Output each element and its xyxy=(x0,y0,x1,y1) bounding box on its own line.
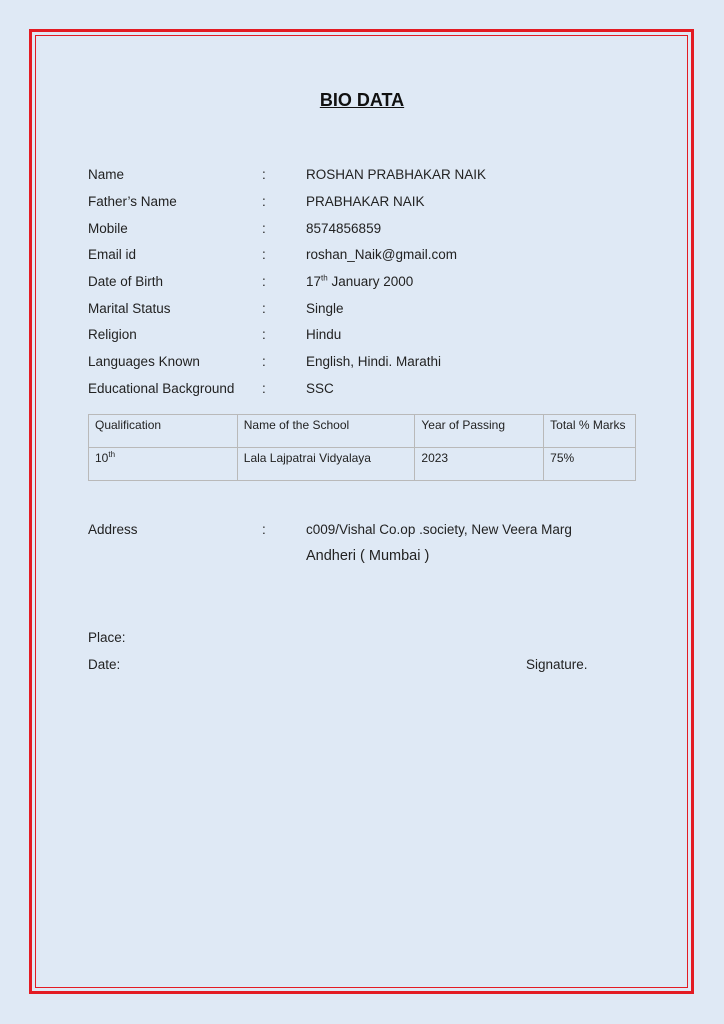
field-label: Name xyxy=(88,167,125,182)
education-table xyxy=(88,414,636,481)
page-title: BIO DATA xyxy=(319,90,405,110)
field-separator: : xyxy=(262,247,266,262)
field-value: ROSHAN PRABHAKAR NAIK xyxy=(306,167,487,182)
field-separator: : xyxy=(262,301,266,316)
field-value xyxy=(306,274,413,289)
table-header-cell: Qualification xyxy=(89,415,238,448)
field-label: Mobile xyxy=(88,221,128,236)
address-line-2: Andheri ( Mumbai ) xyxy=(306,548,430,564)
table-header-cell: Name of the School xyxy=(237,415,415,448)
field-value: English, Hindi. Marathi xyxy=(306,354,442,369)
field-separator: : xyxy=(262,327,266,342)
field-label: Religion xyxy=(88,327,137,342)
field-label: Father’s Name xyxy=(88,194,177,209)
field-separator: : xyxy=(262,167,266,182)
field-value: c009/Vishal Co.op .society, New Veera Marg xyxy=(306,522,572,537)
field-value: roshan_Naik@gmail.com xyxy=(306,247,458,262)
table-cell-year: 2023 xyxy=(415,448,544,481)
field-value: Single xyxy=(306,301,344,316)
table-header-cell: Year of Passing xyxy=(415,415,544,448)
field-separator: : xyxy=(262,274,266,289)
field-label: Languages Known xyxy=(88,354,200,369)
field-label: Date of Birth xyxy=(88,274,164,289)
qualification-text: 10 xyxy=(95,451,109,465)
table-row xyxy=(89,448,636,481)
field-separator: : xyxy=(262,194,266,209)
table-header-cell: Total % Marks xyxy=(544,415,636,448)
field-separator: : xyxy=(262,354,266,369)
dob-day-suffix: th xyxy=(321,273,328,283)
field-value: SSC xyxy=(306,381,334,396)
field-separator: : xyxy=(262,522,266,537)
field-value: Hindu xyxy=(306,327,342,342)
place-label: Place: xyxy=(88,630,126,645)
table-header-row xyxy=(89,415,636,448)
field-label: Educational Background xyxy=(88,381,235,396)
table-cell-school: Lala Lajpatrai Vidyalaya xyxy=(237,448,415,481)
dob-day: 17 xyxy=(306,274,322,289)
field-label: Email id xyxy=(88,247,137,262)
field-label: Address xyxy=(88,522,138,537)
date-label: Date: xyxy=(88,657,121,672)
table-cell-marks: 75% xyxy=(544,448,636,481)
dob-rest: January 2000 xyxy=(327,274,414,289)
qualification-suffix: th xyxy=(108,450,116,459)
field-separator: : xyxy=(262,381,266,396)
field-value: PRABHAKAR NAIK xyxy=(306,194,425,209)
signature-label: Signature. xyxy=(526,657,588,672)
field-separator: : xyxy=(262,221,266,236)
field-label: Marital Status xyxy=(88,301,171,316)
table-cell-qualification xyxy=(89,448,238,481)
field-value: 8574856859 xyxy=(306,221,382,236)
